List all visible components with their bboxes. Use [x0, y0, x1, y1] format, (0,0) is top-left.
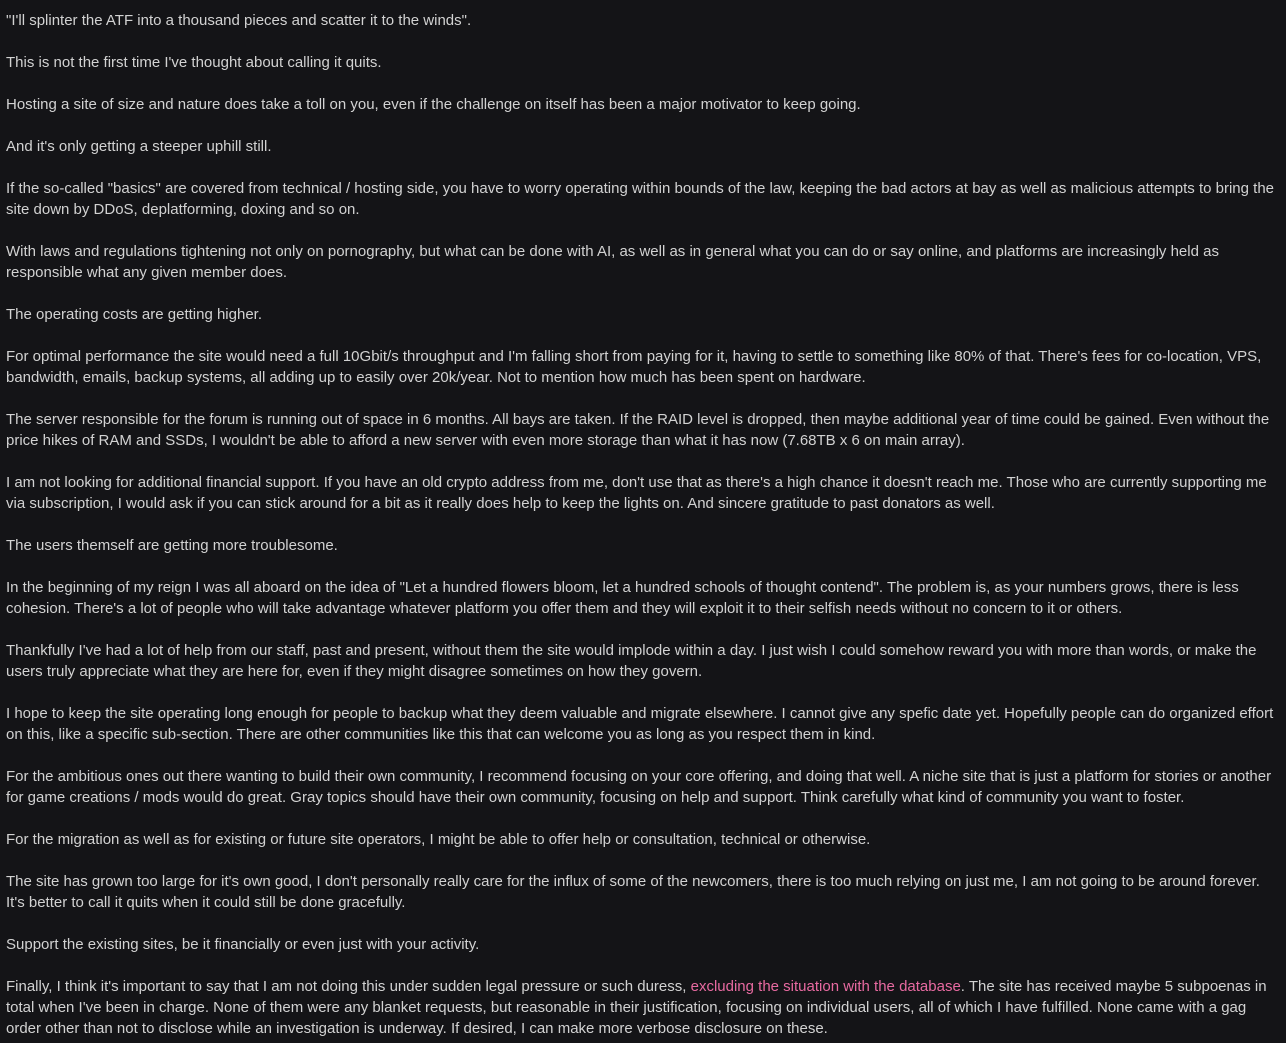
paragraph-thankfully-staff: Thankfully I've had a lot of help from our staff, past and present, without them the site would implode within a day. I just wish I could somehow reward you with more than words, or make the users truly appreciate what they are here for, even if they might disagree sometimes on how they govern.: [6, 642, 1257, 680]
paragraph-migration-help: For the migration as well as for existing or future site operators, I might be able to offer help or consultation, technical or otherwise.: [6, 831, 871, 848]
paragraph-grown-too-large: The site has grown too large for it's own good, I don't personally really care for the influx of some of the newcomers, there is too much relying on just me, I am not going to be around forever. It's better to call it quits when it could still be done gracefully.: [6, 873, 1260, 911]
paragraph-finally: [6, 976, 1280, 1039]
paragraph-quote: "I'll splinter the ATF into a thousand pieces and scatter it to the winds".: [6, 12, 472, 29]
paragraph-support-sites: Support the existing sites, be it financially or even just with your activity.: [6, 936, 480, 953]
paragraph-laws: With laws and regulations tightening not only on pornography, but what can be done with AI, as well as in general what you can do or say online, and platforms are increasingly held as responsible what any given member does.: [6, 243, 1219, 281]
paragraph-keep-operating: I hope to keep the site operating long enough for people to backup what they deem valuable and migrate elsewhere. I cannot give any spefic date yet. Hopefully people can do organized effort on this, like a specific sub-section. There are other communities like this that can welcome you as long as you respect them in kind.: [6, 705, 1274, 743]
paragraph-users-troublesome: The users themself are getting more troublesome.: [6, 537, 338, 554]
paragraph-hosting-toll: Hosting a site of size and nature does take a toll on you, even if the challenge on itself has been a major motivator to keep going.: [6, 96, 861, 113]
paragraph-optimal-performance: For optimal performance the site would need a full 10Gbit/s throughput and I'm falling short from paying for it, having to settle to something like 80% of that. There's fees for co-location, VPS, bandwidth, emails, backup systems, all adding up to easily over 20k/year. Not to mention how much has been spent on hardware.: [6, 348, 1262, 386]
paragraph-basics: If the so-called "basics" are covered from technical / hosting side, you have to worry operating within bounds of the law, keeping the bad actors at bay as well as malicious attempts to bring the site down by DDoS, deplatforming, doxing and so on.: [6, 180, 1274, 218]
finally-text-after: . The site has received maybe 5 subpoenas in total when I've been in charge. None of them were any blanket requests, but reasonable in their justification, focusing on individual users, all of which I have fulfilled. None came with a gag order other than not to disclose while an investigation is underway. If desired, I can make more verbose disclosure on these.: [6, 978, 1267, 1037]
paragraph-operating-costs: The operating costs are getting higher.: [6, 306, 262, 323]
paragraph-financial-support: I am not looking for additional financial support. If you have an old crypto address from me, don't use that as there's a high chance it doesn't reach me. Those who are currently supporting me via subscription, I would ask if you can stick around for a bit as it really does help to keep the lights on. And sincere gratitude to past donators as well.: [6, 474, 1267, 512]
paragraph-ambitious-ones: For the ambitious ones out there wanting to build their own community, I recommend focusing on your core offering, and doing that well. A niche site that is just a platform for stories or another for game creations / mods would do great. Gray topics should have their own community, focusing on help and support. Think carefully what kind of community you want to foster.: [6, 768, 1272, 806]
paragraph-beginning-reign: In the beginning of my reign I was all aboard on the idea of "Let a hundred flowers bloom, let a hundred schools of thought contend". The problem is, as your numbers grows, there is less cohesion. There's a lot of people who will take advantage whatever platform you offer them and they will exploit it to their selfish needs without no concern to it or others.: [6, 579, 1239, 617]
finally-text-before: Finally, I think it's important to say that I am not doing this under sudden legal pressure or such duress,: [6, 978, 691, 995]
database-situation-link[interactable]: excluding the situation with the database: [690, 978, 961, 995]
paragraph-not-first-time: This is not the first time I've thought about calling it quits.: [6, 54, 382, 71]
paragraph-server-space: The server responsible for the forum is running out of space in 6 months. All bays are taken. If the RAID level is dropped, then maybe additional year of time could be gained. Even without the price hikes of RAM and SSDs, I wouldn't be able to afford a new server with even more storage than what it has now (7.68TB x 6 on main array).: [6, 411, 1270, 449]
paragraph-steeper-uphill: And it's only getting a steeper uphill still.: [6, 138, 272, 155]
